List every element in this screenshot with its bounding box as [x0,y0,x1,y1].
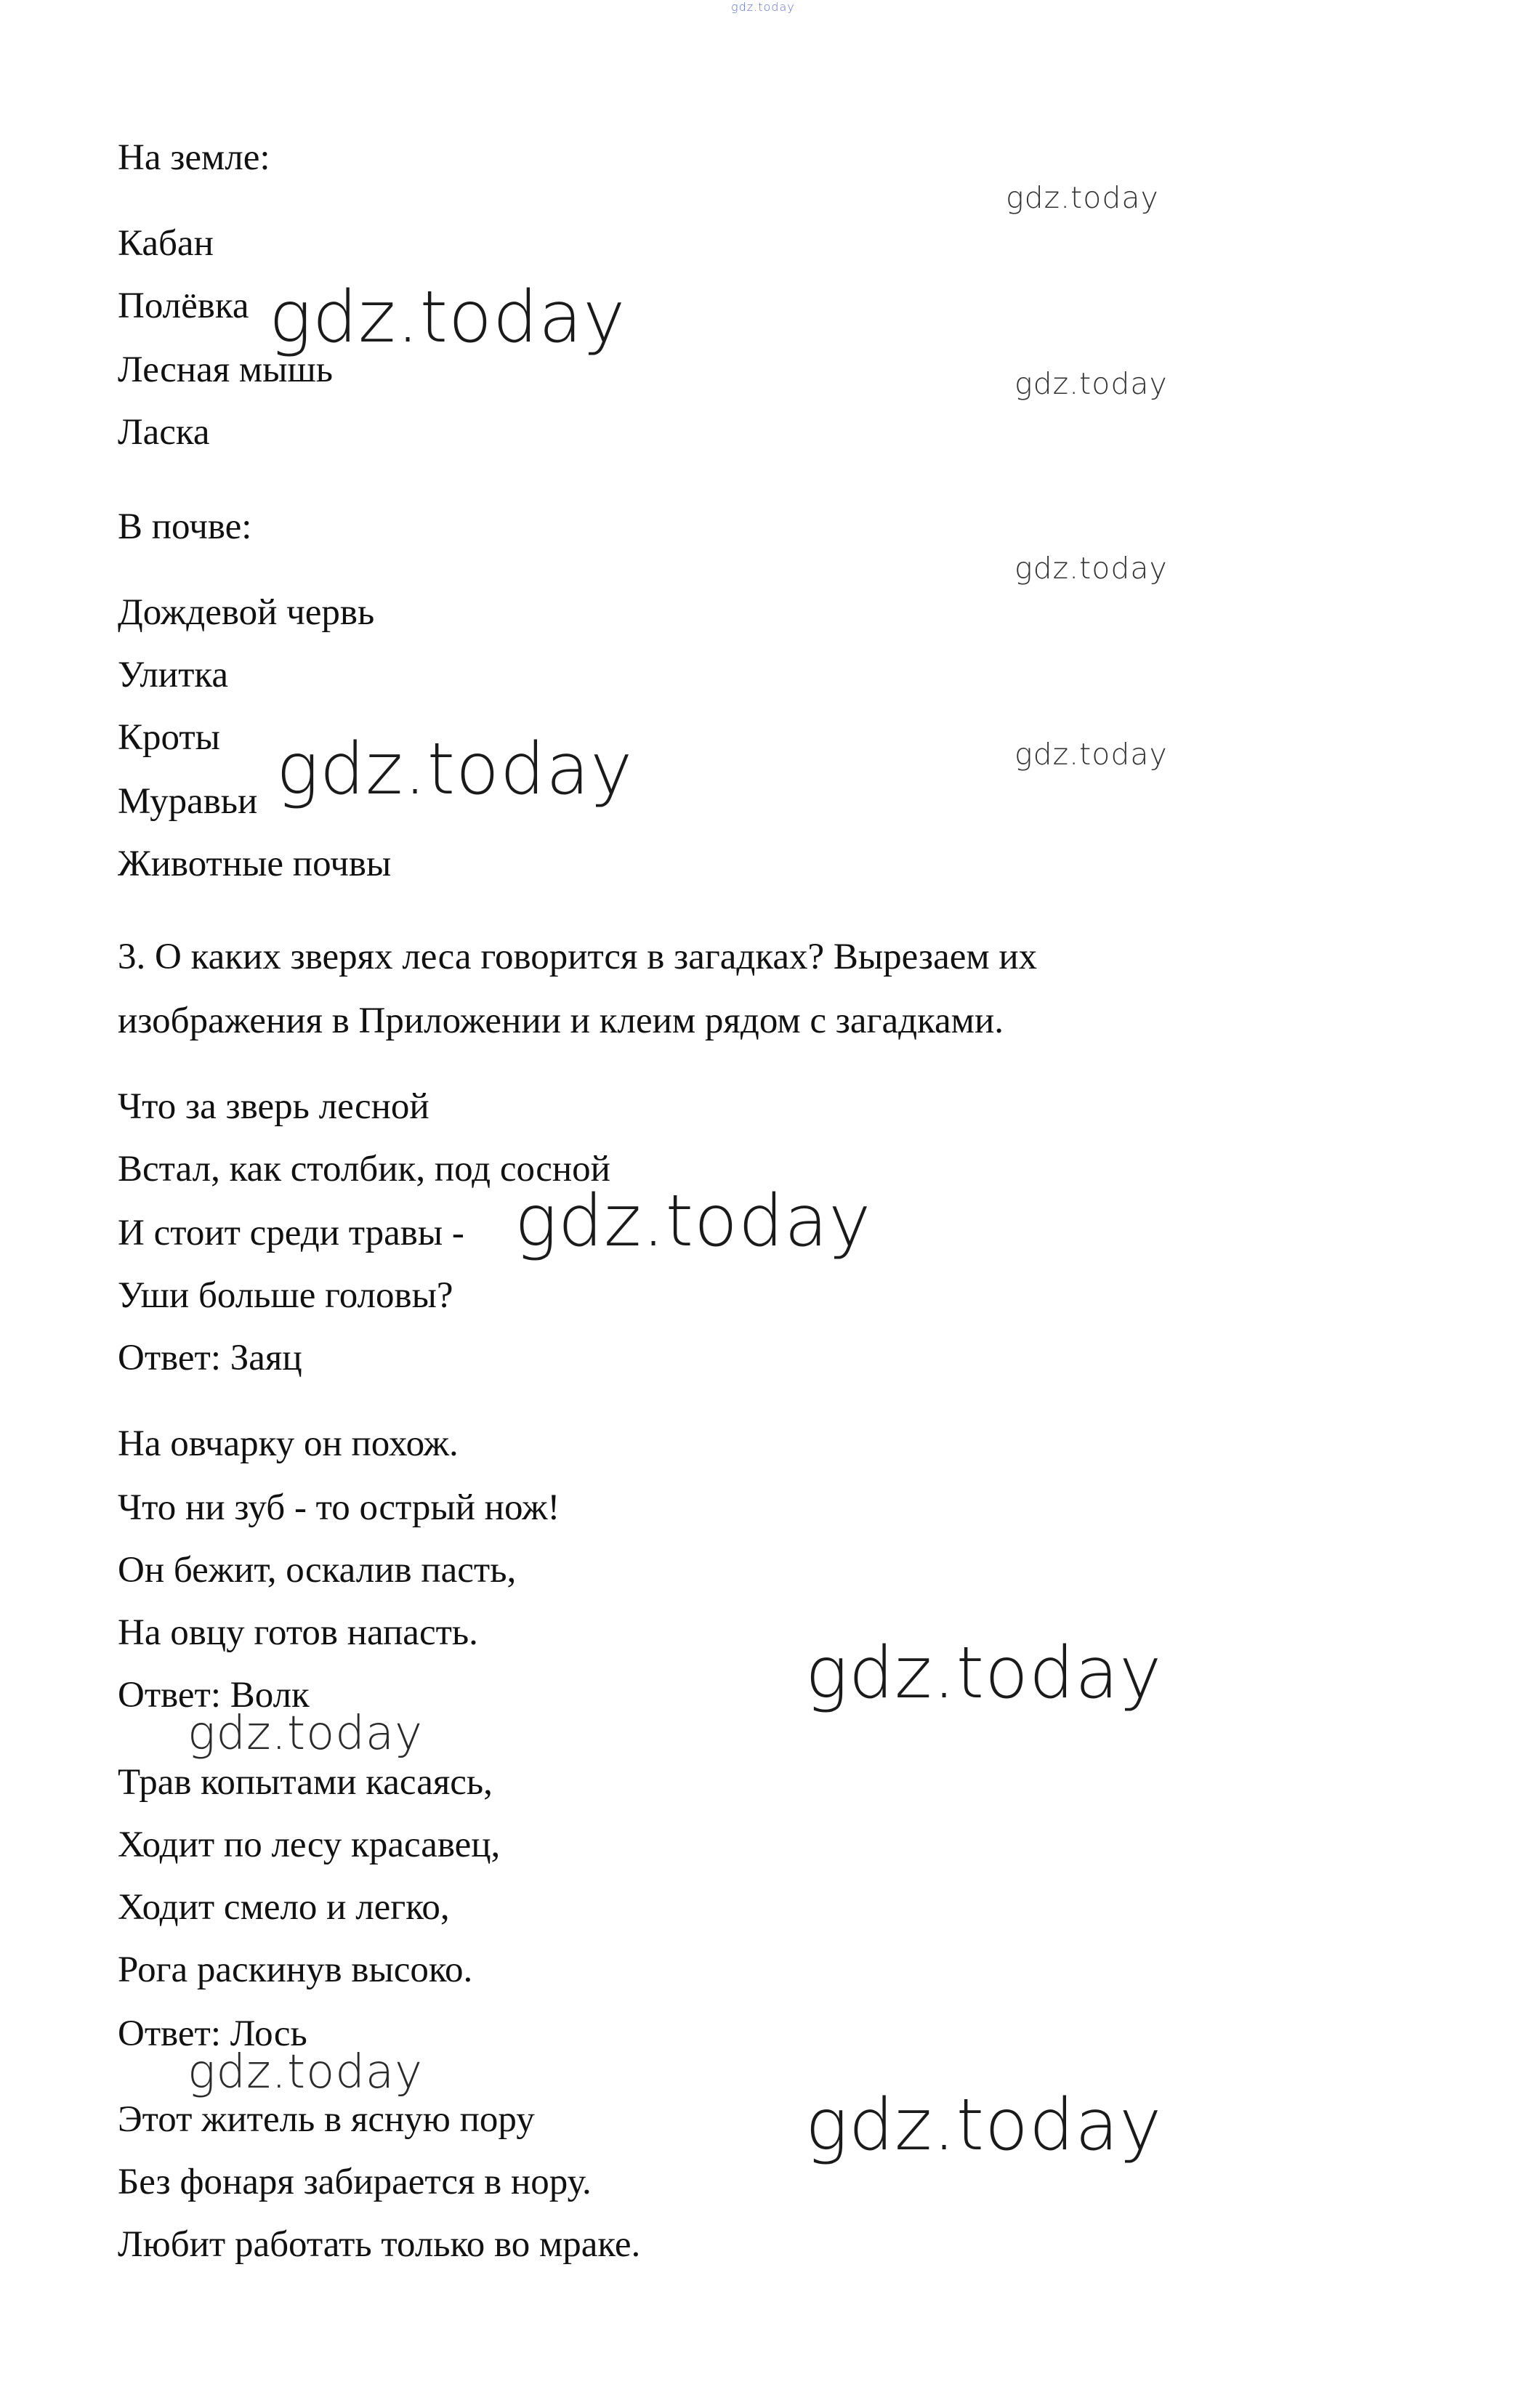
watermark: gdz.today [805,2084,1163,2167]
watermark: gdz.today [269,276,626,359]
in-soil-heading: В почве: [118,506,252,547]
list-item: Кроты [118,717,220,758]
riddle-line: И стоит среди травы - [118,1213,464,1253]
top-watermark: gdz.today [731,0,795,14]
riddle-answer: Ответ: Лось [118,2013,307,2054]
list-item: Лесная мышь [118,350,333,390]
list-item: Муравьи [118,781,258,822]
on-ground-heading: На земле: [118,137,270,178]
riddle-line: Встал, как столбик, под сосной [118,1149,610,1189]
list-item: Животные почвы [118,844,392,884]
riddle-line: Любит работать только во мраке. [118,2224,641,2265]
list-item: Ласка [118,412,210,453]
watermark: gdz.today [1014,551,1168,586]
riddle-answer: Ответ: Волк [118,1675,310,1716]
riddle-answer: Ответ: Заяц [118,1338,302,1378]
riddle-line: На овчарку он похож. [118,1423,459,1464]
watermark: gdz.today [276,728,634,811]
watermark: gdz.today [187,1707,423,1761]
list-item: Дождевой червь [118,592,375,633]
list-item: Улитка [118,655,229,695]
riddle-line: Что за зверь лесной [118,1086,429,1127]
riddle-line: Без фонаря забирается в нору. [118,2162,592,2202]
list-item: Полёвка [118,286,249,326]
riddle-line: Ходит по лесу красавец, [118,1825,501,1865]
watermark: gdz.today [515,1180,872,1263]
riddle-line: На овцу готов напасть. [118,1612,478,1653]
task-3-text-line-1: 3. О каких зверях леса говорится в загадках? Вырезаем их [118,937,1038,977]
riddle-line: Этот житель в ясную пору [118,2099,535,2140]
riddle-line: Ходит смело и легко, [118,1887,450,1928]
watermark: gdz.today [1014,737,1168,772]
watermark: gdz.today [1006,180,1159,215]
watermark: gdz.today [187,2045,423,2099]
riddle-line: Рога раскинув высоко. [118,1950,473,1990]
watermark: gdz.today [1014,366,1168,401]
riddle-line: Что ни зуб - то острый нож! [118,1487,560,1528]
list-item: Кабан [118,223,214,264]
task-3-text-line-2: изображения в Приложении и клеим рядом с загадками. [118,1001,1004,1041]
riddle-line: Уши больше головы? [118,1275,453,1316]
riddle-line: Трав копытами касаясь, [118,1762,493,1803]
watermark: gdz.today [805,1632,1163,1715]
riddle-line: Он бежит, оскалив пасть, [118,1550,517,1591]
